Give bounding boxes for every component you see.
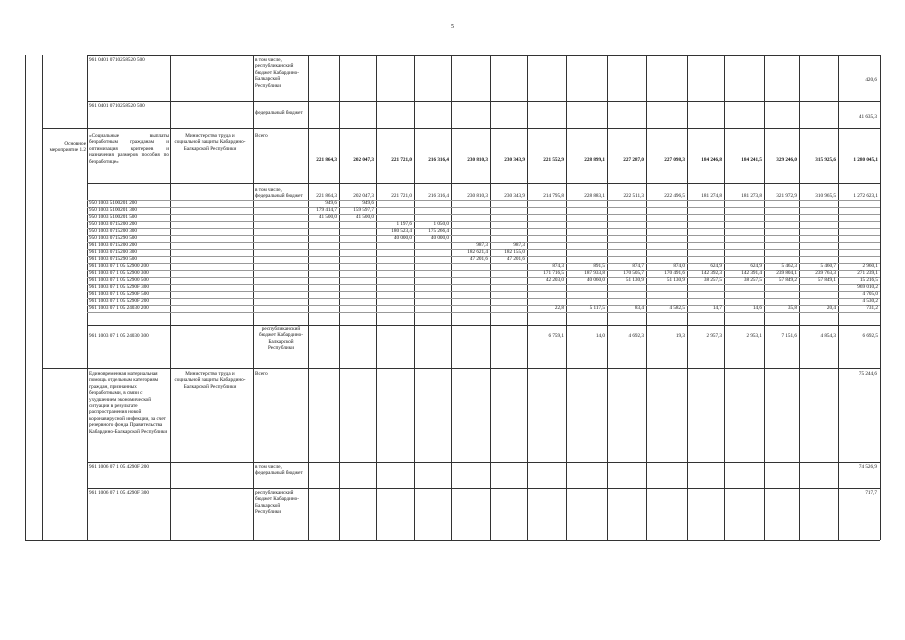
value-cell: 181 274,8 — [701, 193, 722, 199]
row-code: 961 1003 07 1 05 52900 300 — [89, 270, 149, 276]
row-code: 961 1003 0715200 200 — [89, 242, 137, 248]
grid-line — [87, 207, 880, 208]
grid-line — [87, 228, 880, 229]
value-cell: 216 316,4 — [428, 157, 449, 163]
total-value: 41 635,3 — [858, 114, 877, 120]
value-cell: 57 849,2 — [778, 277, 797, 283]
value-cell: 202 047,3 — [353, 193, 374, 199]
row-code: 950 1003 0715290 500 — [89, 235, 137, 241]
row-code: 961 1003 07 1 05 52900 500 — [89, 277, 149, 283]
value-cell: 949,6 — [325, 200, 337, 206]
federal-label: в том числе, федеральный бюджет — [255, 187, 303, 200]
row-code: 961 0401 0710258520 500 — [89, 103, 145, 109]
value-cell: 51 130,9 — [666, 277, 685, 283]
value-cell: 321 972,9 — [776, 193, 797, 199]
grid-line — [87, 221, 880, 222]
value-cell: 214 795,8 — [543, 193, 564, 199]
row-code: 961 1003 07 1 05 52900 200 — [89, 263, 149, 269]
value-cell: 624,9 — [750, 263, 762, 269]
value-cell: 228 883,1 — [584, 193, 605, 199]
row-code: 961 1003 0715200 300 — [89, 249, 137, 255]
value-cell: 4 854,3 — [820, 333, 836, 339]
value-cell: 222 496,5 — [664, 193, 685, 199]
value-cell: 1 197,6 — [396, 221, 412, 227]
grid-line — [87, 101, 880, 102]
republic-label: республиканский бюджет Кабардино-Балкарской Республики — [259, 326, 303, 352]
total-value: 75 244,6 — [858, 371, 877, 377]
row-code: 961 1003 07 1 05 24030 200 — [89, 305, 149, 311]
value-cell: 184 241,5 — [741, 157, 762, 163]
value-cell: 221 864,3 — [316, 193, 337, 199]
budget-label: в том числе, республиканский бюджет Кабардино-Балкарской Республики — [255, 57, 299, 89]
value-cell: 5 117,5 — [589, 305, 605, 311]
value-cell: 1 272 623,1 — [853, 193, 878, 199]
grid-line — [87, 298, 880, 299]
row-code: 950 1003 0715200 300 — [89, 228, 137, 234]
value-cell: 40 060,0 — [586, 277, 605, 283]
grid-line — [42, 128, 880, 129]
value-cell: 171 716,5 — [543, 270, 564, 276]
value-cell: 38 257,5 — [743, 277, 762, 283]
grid-line — [87, 312, 880, 313]
value-cell: 170 491,6 — [664, 270, 685, 276]
value-cell: 987,3 — [476, 242, 488, 248]
value-cell: 969 010,2 — [857, 284, 878, 290]
value-cell: 221 552,9 — [543, 157, 564, 163]
value-cell: 230 810,3 — [467, 193, 488, 199]
value-cell: 5 460,7 — [820, 263, 836, 269]
value-cell: 731,2 — [866, 305, 878, 311]
value-cell: 40 000,0 — [393, 235, 412, 241]
value-cell: 4 582,5 — [669, 305, 685, 311]
value-cell: 51 130,9 — [625, 277, 644, 283]
value-cell: 874,0 — [673, 263, 685, 269]
value-cell: 239 763,3 — [815, 270, 836, 276]
value-cell: 949,6 — [362, 200, 374, 206]
value-cell: 227 287,0 — [623, 157, 644, 163]
value-cell: 221 721,0 — [391, 157, 412, 163]
value-cell: 19,3 — [675, 333, 685, 339]
value-cell: 222 511,3 — [623, 193, 644, 199]
value-cell: 987,3 — [513, 242, 525, 248]
row-code: 950 1003 5100201 200 — [89, 200, 137, 206]
row-code: 950 1003 5100201 300 — [89, 207, 137, 213]
value-cell: 159 597,7 — [353, 207, 374, 213]
value-cell: 6 759,1 — [548, 333, 564, 339]
value-cell: 175 266,4 — [428, 228, 449, 234]
value-cell: 142 392,3 — [701, 270, 722, 276]
value-cell: 2 953,1 — [746, 333, 762, 339]
grid-line — [87, 291, 880, 292]
grid-line — [87, 200, 880, 201]
measure-executor: Министерство труда и социальной защиты Кабардино-Балкарской Республики — [174, 371, 246, 390]
value-cell: 216 316,4 — [428, 193, 449, 199]
grid-line — [87, 488, 880, 489]
value-cell: 271 239,1 — [857, 270, 878, 276]
value-cell: 1 280 045,1 — [853, 157, 878, 163]
value-cell: 315 925,6 — [815, 157, 836, 163]
value-cell: 170 505,7 — [623, 270, 644, 276]
grid-line — [25, 540, 880, 541]
row-code: 961 1003 07 1 05 5290F 200 — [89, 298, 149, 304]
grid-line — [253, 183, 880, 184]
page-number: 5 — [451, 24, 454, 30]
value-cell: 187 933,8 — [584, 270, 605, 276]
grid-line — [87, 183, 253, 184]
row-code: 961 0401 0710258520 500 — [89, 57, 145, 63]
value-cell: 5 462,3 — [781, 263, 797, 269]
value-cell: 230 343,9 — [504, 157, 525, 163]
grid-line — [87, 55, 880, 56]
value-cell: 142 391,4 — [741, 270, 762, 276]
value-cell: 180 523,4 — [391, 228, 412, 234]
value-cell: 329 246,0 — [776, 157, 797, 163]
row-code: 950 1003 0715200 200 — [89, 221, 137, 227]
value-cell: 57 849,1 — [817, 277, 836, 283]
measure-title: «Социальные выплаты безработным гражданам и оптимизация критериев и назначения размеров пособия по безработице» — [89, 133, 169, 165]
grid-line — [42, 368, 880, 369]
value-cell: 42 203,0 — [545, 277, 564, 283]
value-cell: 20,4 — [826, 305, 836, 311]
measure-title: Единовременная материальная помощь отдельным категориям граждан, признанных безработными, в связи с ухудшением экономической ситуации в результате распространения новой коронавирусной инфекции, за счет резервного фонда Правительства Кабардино-Балкарской Республики — [89, 371, 168, 435]
grid-line — [87, 325, 880, 326]
value-cell: 47 201,6 — [469, 256, 488, 262]
grid-line — [87, 462, 880, 463]
grid-line — [880, 55, 881, 540]
value-cell: 182 155,0 — [504, 249, 525, 255]
row-code: 961 1003 0715290 500 — [89, 256, 137, 262]
value-cell: 41 500,0 — [355, 214, 374, 220]
value-cell: 310 965,5 — [815, 193, 836, 199]
total-value: 74 526,9 — [858, 464, 877, 470]
value-cell: 221 721,0 — [391, 193, 412, 199]
row-code: 961 1003 07 1 05 5290F 300 — [89, 284, 149, 290]
value-cell: 230 810,3 — [467, 157, 488, 163]
value-cell: 202 047,3 — [353, 157, 374, 163]
value-cell: 38 257,5 — [703, 277, 722, 283]
value-cell: 83,4 — [634, 305, 644, 311]
value-cell: 4 530,2 — [862, 298, 878, 304]
row-code: 961 1003 07 1 05 24030 300 — [89, 333, 149, 339]
row-code: 950 1003 5100201 500 — [89, 214, 137, 220]
grid-line — [87, 284, 880, 285]
budget-label: федеральный бюджет — [255, 110, 303, 116]
value-cell: 874,3 — [552, 263, 564, 269]
value-cell: 2 957,3 — [706, 333, 722, 339]
value-cell: 35,8 — [787, 305, 797, 311]
value-cell: 15 216,5 — [859, 277, 878, 283]
value-cell: 874,7 — [632, 263, 644, 269]
row-code: 961 1003 07 1 05 5290F 500 — [89, 291, 149, 297]
total-value: 420,6 — [865, 77, 877, 83]
value-cell: 179 414,7 — [316, 207, 337, 213]
total-label: Всего — [255, 133, 268, 139]
value-cell: 4 705,0 — [862, 291, 878, 297]
value-cell: 40 000,0 — [430, 235, 449, 241]
grid-line — [87, 235, 880, 236]
value-cell: 228 899,1 — [584, 157, 605, 163]
value-cell: 184 246,8 — [701, 157, 722, 163]
value-cell: 4 692,3 — [628, 333, 644, 339]
measure-label: Основное мероприятие 1.2 — [49, 141, 86, 154]
value-cell: 7 151,6 — [781, 333, 797, 339]
value-cell: 181 273,8 — [741, 193, 762, 199]
value-cell: 239 804,1 — [776, 270, 797, 276]
value-cell: 221 864,3 — [316, 157, 337, 163]
republic-label: республиканский бюджет Кабардино-Балкарской Республики — [255, 490, 299, 516]
value-cell: 47 201,6 — [506, 256, 525, 262]
value-cell: 227 098,3 — [664, 157, 685, 163]
value-cell: 6 692,5 — [862, 333, 878, 339]
value-cell: 891,5 — [593, 263, 605, 269]
grid-line — [87, 214, 880, 215]
federal-label: в том числе, федеральный бюджет — [255, 464, 303, 477]
value-cell: 14,0 — [595, 333, 605, 339]
value-cell: 14,7 — [712, 305, 722, 311]
row-code: 961 1006 07 1 05 4290F 200 — [89, 464, 149, 470]
total-value: 717,7 — [865, 490, 877, 496]
value-cell: 1 050,0 — [433, 221, 449, 227]
grid-line — [25, 55, 26, 540]
value-cell: 2 960,1 — [862, 263, 878, 269]
row-code: 961 1006 07 1 05 4290F 300 — [89, 490, 149, 496]
value-cell: 22,8 — [554, 305, 564, 311]
value-cell: 182 621,4 — [467, 249, 488, 255]
total-label: Всего — [255, 371, 268, 377]
measure-executor: Министерство труда и социальной защиты Кабардино-Балкарской Республики — [174, 133, 246, 152]
value-cell: 624,9 — [710, 263, 722, 269]
value-cell: 230 343,9 — [504, 193, 525, 199]
value-cell: 14,6 — [752, 305, 762, 311]
value-cell: 41 500,0 — [318, 214, 337, 220]
